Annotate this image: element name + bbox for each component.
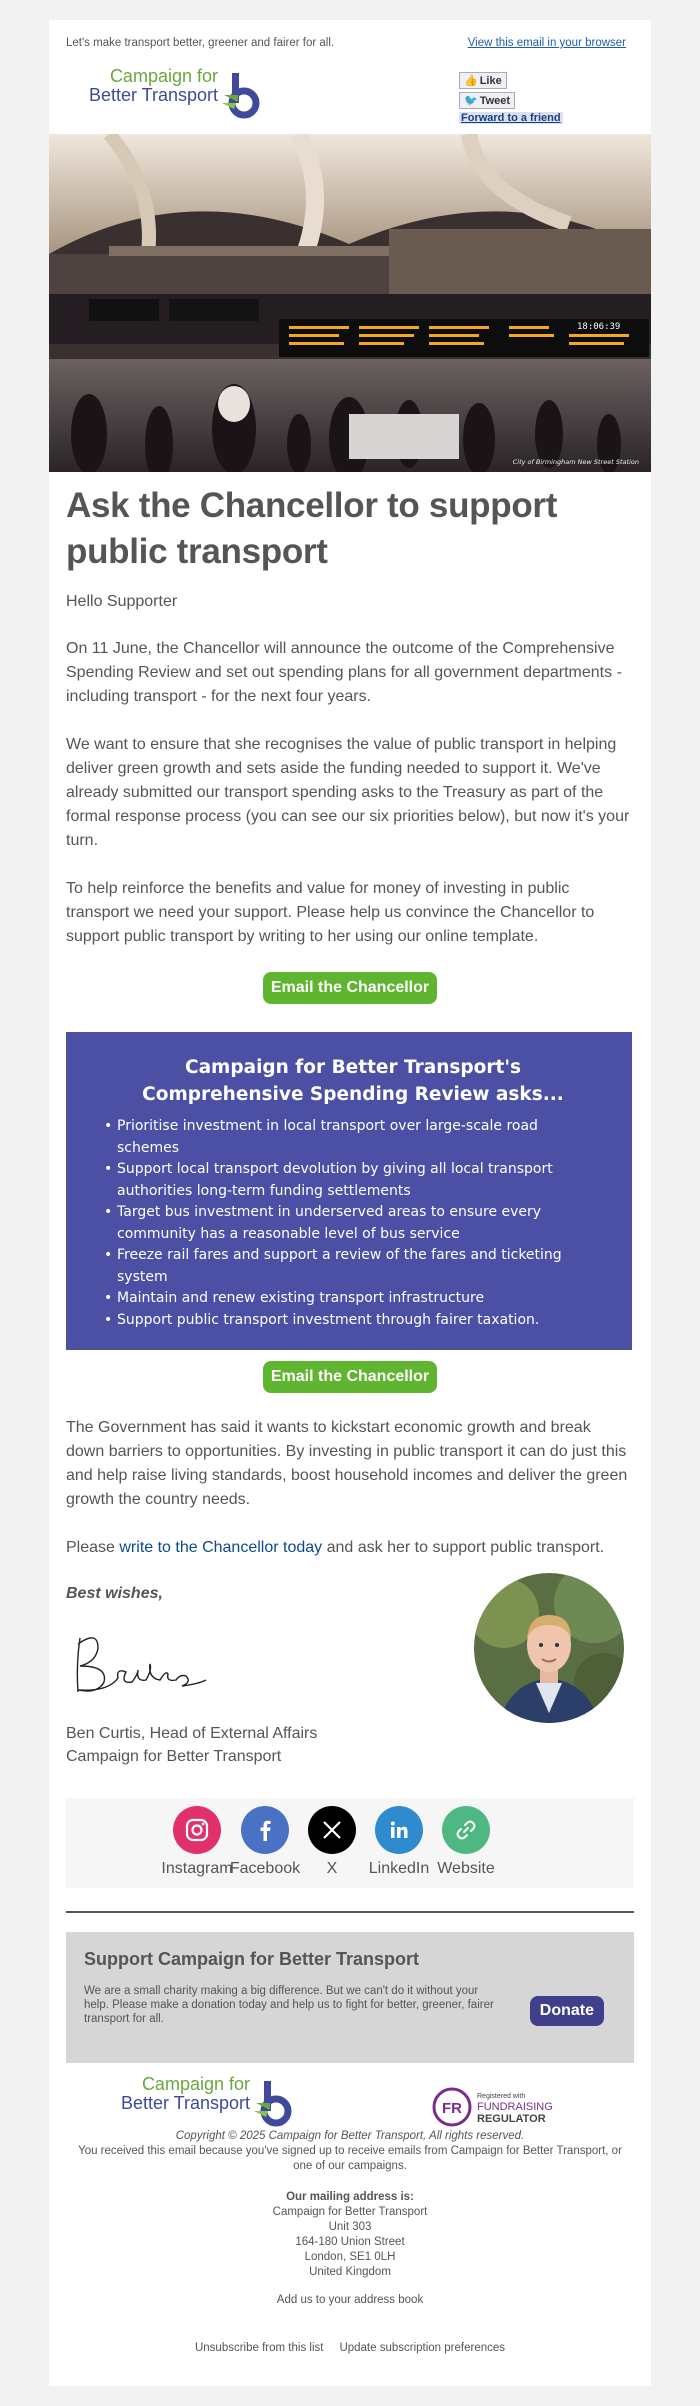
paragraph-5: Please write to the Chancellor today and ask her to support public transport. [66, 1539, 605, 1556]
donate-button[interactable]: Donate [530, 1996, 604, 2026]
paragraph-4: The Government has said it wants to kickstart economic growth and break down barriers to opportunities. By investing in public transport it can do just this and help raise living standards, boost household incomes and deliver the green growth the country needs. [66, 1419, 628, 1508]
email-body [49, 20, 651, 2386]
instagram-icon [173, 1806, 221, 1854]
page-title: Ask the Chancellor to support public transport [66, 486, 558, 571]
forward-to-friend-link[interactable]: Forward to a friend [461, 112, 561, 124]
paragraph-1: On 11 June, the Chancellor will announce the outcome of the Comprehensive Spending Review and set out spending plans for all government departments - including transport - for the next four years. [66, 640, 622, 705]
address-line: Campaign for Better Transport [272, 2206, 428, 2218]
view-in-browser-link[interactable]: View this email in your browser [467, 37, 626, 49]
support-text: We are a small charity making a big difference. But we can't do it without your help. Please make a donation today and help us to fight for better, greener, fairer transport for all. [84, 1985, 494, 2025]
sign-off: Best wishes, [66, 1585, 163, 1602]
svg-text:FR: FR [442, 2100, 462, 2117]
divider [66, 1911, 634, 1913]
link-icon [442, 1806, 490, 1854]
social-label: Website [437, 1860, 495, 1877]
social-label: LinkedIn [368, 1860, 430, 1877]
copyright: Copyright © 2025 Campaign for Better Transport, All rights reserved. [175, 2130, 525, 2142]
tweet-button[interactable]: 🐦 Tweet [459, 92, 515, 109]
thumbs-up-icon: 👍 [464, 75, 478, 87]
address-line: London, SE1 0LH [304, 2251, 396, 2263]
address-line: United Kingdom [309, 2266, 391, 2278]
twitter-icon: 🐦 [464, 95, 478, 107]
support-title: Support Campaign for Better Transport [84, 1949, 420, 1969]
social-links [66, 1798, 634, 1888]
address-line: 164-180 Union Street [295, 2236, 405, 2248]
facebook-like-button[interactable]: 👍 Like [459, 72, 507, 89]
svg-text:Registered with: Registered with [477, 2093, 526, 2100]
logo-line-1: Campaign for [109, 66, 218, 86]
logo-b-icon [252, 2081, 292, 2127]
greeting: Hello Supporter [66, 593, 178, 610]
paragraph-3: To help reinforce the benefits and value for money of investing in public transport we need your support. Please help us convince the Chancellor to support public transport by writing to her using our online template. [66, 880, 595, 945]
social-label: Instagram [161, 1860, 233, 1877]
write-to-chancellor-link[interactable]: write to the Chancellor today [119, 1539, 323, 1556]
x-icon [308, 1806, 356, 1854]
social-website[interactable] [426, 1806, 506, 1878]
update-preferences-link[interactable]: Update subscription preferences [339, 2342, 506, 2354]
logo-line-1: Campaign for [141, 2074, 250, 2094]
address-book [49, 2293, 651, 2308]
asks-list [104, 1116, 602, 1331]
social-share [459, 72, 563, 124]
ask-item: • Support public transport investment through fairer taxation. [104, 1310, 602, 1332]
logo-line-2: Better Transport [120, 2093, 250, 2113]
svg-text:FUNDRAISING: FUNDRAISING [477, 2101, 553, 2113]
mailing-address [49, 2190, 651, 2280]
departure-clock: 18:06:39 [577, 322, 621, 332]
hero-caption: City of Birmingham New Street Station [512, 458, 639, 466]
logo-b-icon [220, 73, 260, 119]
footer-logo[interactable] [98, 2075, 308, 2135]
hero-image [49, 134, 651, 472]
subscription-links [49, 2341, 651, 2356]
donation-link[interactable]: Please make a donation today [112, 1999, 267, 2011]
logo-line-2: Better Transport [88, 85, 218, 105]
spending-review-asks [66, 1032, 632, 1350]
ask-item: • Maintain and renew existing transport infrastructure [104, 1288, 602, 1310]
sender-org: Campaign for Better Transport [66, 1748, 282, 1765]
fundraising-regulator-logo [431, 2086, 571, 2128]
support-panel [66, 1932, 634, 2063]
paragraph-2: We want to ensure that she recognises the value of public transport in helping deliver green growth and sets aside the funding needed to support it. We've already submitted our transport spending asks to the Treasury as part of the formal response process (you can see our six priorities below), but now it's your turn. [66, 736, 630, 849]
address-line: Unit 303 [328, 2221, 372, 2233]
asks-title: Campaign for Better Transport's Comprehensive Spending Review asks... [142, 1057, 564, 1105]
reason: You received this email because you've signed up to receive emails from Campaign for Better Transport, or one of our campaigns. [78, 2145, 622, 2172]
signature [68, 1630, 218, 1700]
ask-item: • Freeze rail fares and support a review of the fares and ticketing system [104, 1245, 602, 1288]
footer-text [49, 2129, 651, 2174]
tagline: Let's make transport better, greener and fairer for all. [66, 37, 335, 49]
ask-item: • Target bus investment in underserved areas to ensure every community has a reasonable level of bus service [104, 1202, 602, 1245]
sender-info [66, 1722, 317, 1768]
email-chancellor-button[interactable]: Email the Chancellor [263, 972, 437, 1004]
unsubscribe-link[interactable]: Unsubscribe from this list [194, 2342, 324, 2354]
facebook-icon [241, 1806, 289, 1854]
email-chancellor-button-2[interactable]: Email the Chancellor [263, 1361, 437, 1393]
add-to-address-book-link[interactable]: Add us to your address book [276, 2294, 424, 2306]
svg-text:REGULATOR: REGULATOR [477, 2113, 546, 2125]
sender-portrait [474, 1573, 624, 1723]
social-label: Facebook [229, 1860, 301, 1877]
linkedin-icon [375, 1806, 423, 1854]
sender-name: Ben Curtis, Head of External Affairs [66, 1725, 318, 1742]
ask-item: • Support local transport devolution by giving all local transport authorities long-term funding settlements [104, 1159, 602, 1202]
header-logo[interactable] [66, 67, 276, 127]
social-label: X [326, 1860, 338, 1877]
ask-item: • Prioritise investment in local transport over large-scale road schemes [104, 1116, 602, 1159]
mailing-heading: Our mailing address is: [286, 2191, 414, 2203]
